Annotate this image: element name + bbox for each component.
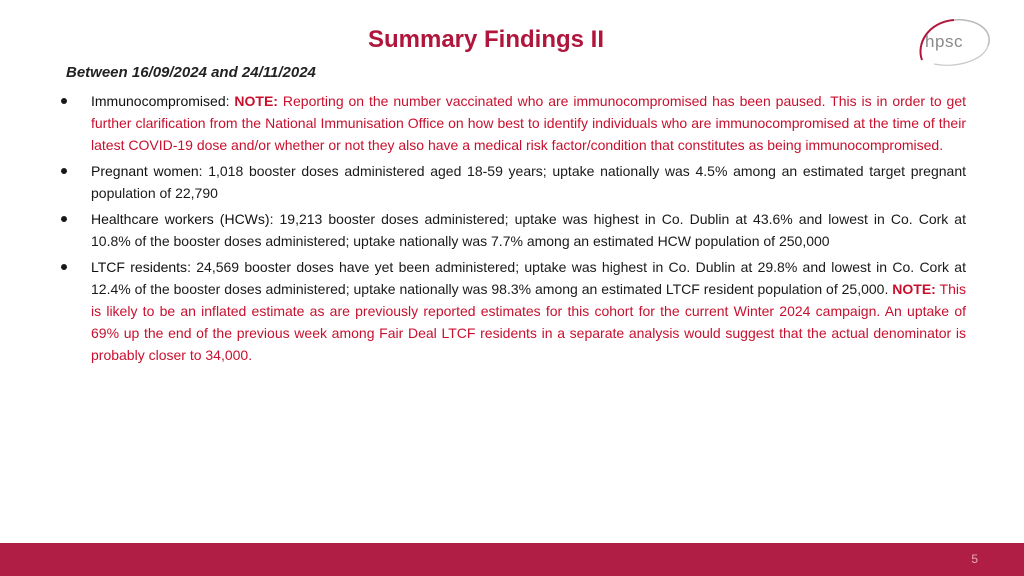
list-item-pregnant-women (58, 160, 966, 204)
bullet-icon (61, 264, 67, 270)
list-item-healthcare-workers (58, 208, 966, 252)
note-label: NOTE: (234, 93, 278, 109)
item-text: : 24,569 booster doses have yet been administered; uptake was highest in Co. Dublin at 29.8% and lowest in Co. Cork at 12.4% of the booster doses administered; uptake nationally was 98.3% among an estimated LTCF resident population of 25,000. (91, 259, 966, 297)
findings-list (58, 90, 966, 370)
item-text: : 19,213 booster doses administered; uptake was highest in Co. Dublin at 43.6% and lowest in Co. Cork at 10.8% of the booster doses administered; uptake nationally was 7.7% among an estimated HCW population of 250,000 (91, 211, 966, 249)
bullet-icon (61, 98, 67, 104)
item-term: LTCF residents (91, 259, 188, 275)
list-item-immunocompromised (58, 90, 966, 156)
date-range: Between 16/09/2024 and 24/11/2024 (66, 64, 316, 81)
note-label: NOTE: (892, 281, 936, 297)
bullet-icon (61, 168, 67, 174)
note-text: This is likely to be an inflated estimate as are previously reported estimates for this cohort for the current Winter 2024 campaign. An uptake of 69% up the end of the previous week among Fair Deal LTCF residents in a separate analysis would suggest that the actual denominator is probably closer to 34,000. (91, 281, 966, 363)
logo-text: hpsc (925, 32, 963, 51)
list-item-ltcf-residents (58, 256, 966, 366)
item-text: : 1,018 booster doses administered aged 18-59 years; uptake nationally was 4.5% among an estimated target pregnant population of 22,790 (91, 163, 966, 201)
page-title: Summary Findings II (367, 26, 605, 53)
hpsc-logo (914, 16, 998, 70)
item-term: Immunocompromised (91, 93, 226, 109)
item-term: Pregnant women (91, 163, 199, 179)
page-number: 5 (971, 552, 978, 566)
item-separator: : (225, 93, 235, 109)
bullet-icon (61, 216, 67, 222)
note-text: Reporting on the number vaccinated who are immunocompromised has been paused. This is in order to get further clarification from the National Immunisation Office on how best to identify individuals who are immunocompromised at the time of their latest COVID-19 dose and/or whether or not they also have a medical risk factor/condition that constitutes as being immunocompromised. (91, 93, 966, 153)
footer-bar (0, 543, 1024, 576)
item-term: Healthcare workers (HCWs) (91, 211, 270, 227)
